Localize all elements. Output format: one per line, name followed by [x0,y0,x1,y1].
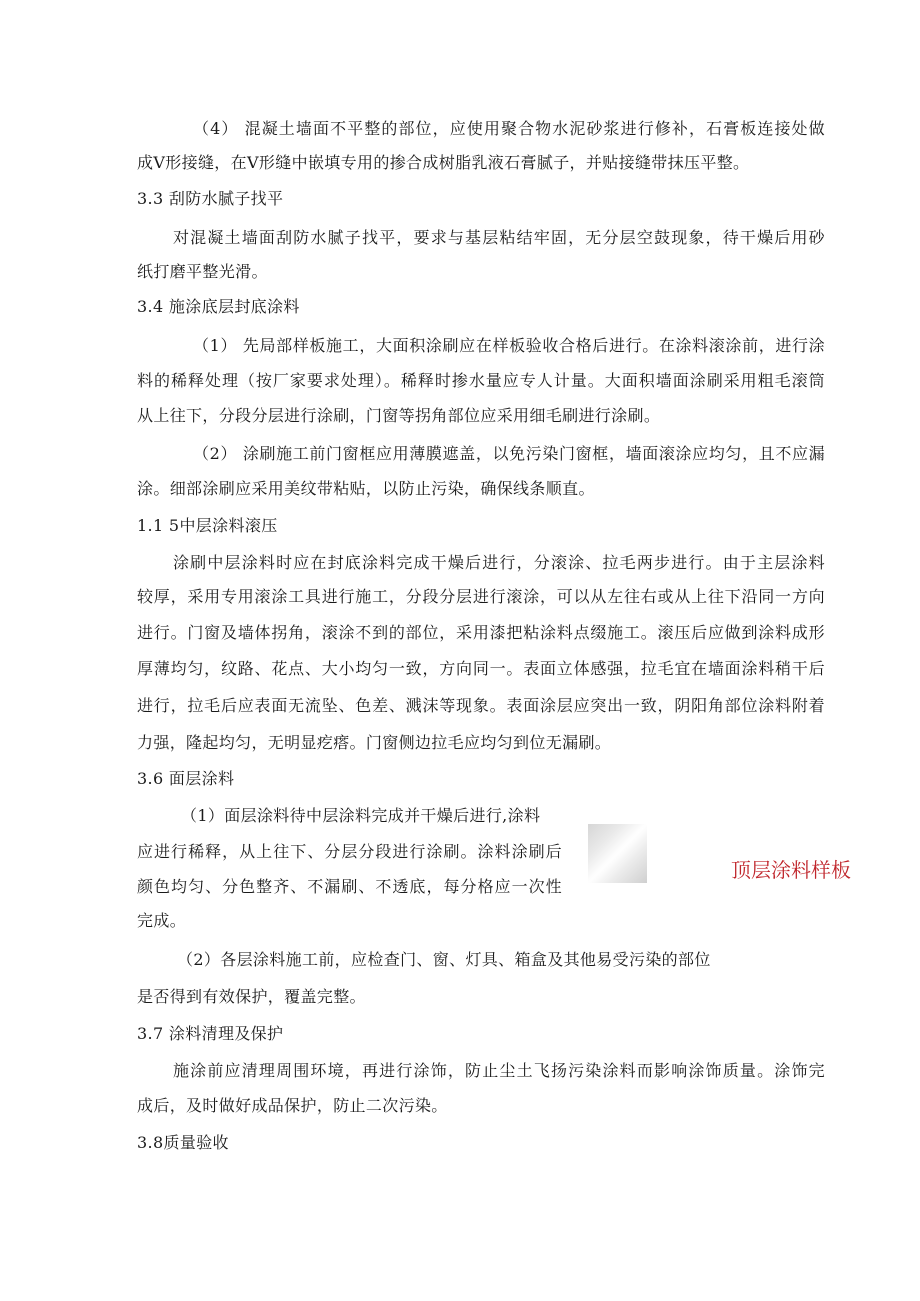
paragraph-line: 涂。细部涂刷应采用美纹带粘贴，以防止污染，确保线条顺直。 [137,479,595,498]
paragraph-line: 涂刷中层涂料时应在封底涂料完成干燥后进行，分滚涂、拉毛两步进行。由于主层涂料 [173,553,825,572]
paragraph-line: 力强，隆起均匀，无明显疙瘩。门窗侧边拉毛应均匀到位无漏刷。 [137,733,612,752]
section-heading-3-8: 3.8质量验收 [137,1133,229,1152]
section-heading-3-4: 3.4 施涂底层封底涂料 [137,297,300,316]
paragraph-line: 料的稀释处理（按厂家要求处理）。稀释时掺水量应专人计量。大面积墙面涂刷采用粗毛滚筒 [137,371,825,390]
paragraph-line: （2）各层涂料施工前，应检查门、窗、灯具、箱盒及其他易受污染的部位 [177,950,711,969]
paint-sample-swatch [588,824,647,883]
paragraph-line: （4） 混凝土墙面不平整的部位，应使用聚合物水泥砂浆进行修补，石膏板连接处做 [193,119,825,138]
section-heading-1-1: 1.1 5中层涂料滚压 [137,516,278,535]
paragraph-line: 对混凝土墙面刮防水腻子找平，要求与基层粘结牢固，无分层空鼓现象，待干燥后用砂 [173,228,825,247]
paragraph-line: （2） 涂刷施工前门窗框应用薄膜遮盖，以免污染门窗框，墙面滚涂应均匀，且不应漏 [193,444,825,463]
paragraph-line: 进行。门窗及墙体拐角，滚涂不到的部位，采用漆把粘涂料点缀施工。滚压后应做到涂料成形 [137,623,825,642]
paragraph-line: 完成。 [137,911,187,930]
paragraph-line: 成V形接缝，在V形缝中嵌填专用的掺合成树脂乳液石膏腻子，并贴接缝带抹压平整。 [137,153,750,172]
section-heading-3-6: 3.6 面层涂料 [137,769,235,788]
section-heading-3-3: 3.3 刮防水腻子找平 [137,189,284,208]
paragraph-line: （1） 先局部样板施工，大面积涂刷应在样板验收合格后进行。在涂料滚涂前，进行涂 [193,336,825,355]
paragraph-line: （1）面层涂料待中层涂料完成并干燥后进行,涂料 [181,806,541,825]
paragraph-line: 纸打磨平整光滑。 [137,262,268,281]
paragraph-line: 是否得到有效保护，覆盖完整。 [137,987,366,1006]
paragraph-line: 颜色均匀、分色整齐、不漏刷、不透底，每分格应一次性 [137,877,562,896]
paragraph-line: 从上往下，分段分层进行涂刷，门窗等拐角部位应采用细毛刷进行涂刷。 [137,406,661,425]
section-heading-3-7: 3.7 涂料清理及保护 [137,1024,284,1043]
paragraph-line: 施涂前应清理周围环境，再进行涂饰，防止尘土飞扬污染涂料而影响涂饰质量。涂饰完 [173,1061,825,1080]
paragraph-line: 较厚，采用专用滚涂工具进行施工，分段分层进行滚涂，可以从左往右或从上往下沿同一方向 [137,587,825,606]
paragraph-line: 厚薄均匀，纹路、花点、大小均匀一致，方向同一。表面立体感强，拉毛宜在墙面涂料稍干后 [137,659,825,678]
paragraph-line: 进行，拉毛后应表面无流坠、色差、溅沫等现象。表面涂层应突出一致，阴阳角部位涂料附着 [137,696,825,715]
sample-label: 顶层涂料样板 [731,858,851,882]
paragraph-line: 成后，及时做好成品保护，防止二次污染。 [137,1096,448,1115]
paragraph-line: 应进行稀释，从上往下、分层分段进行涂刷。涂料涂刷后 [137,842,562,861]
